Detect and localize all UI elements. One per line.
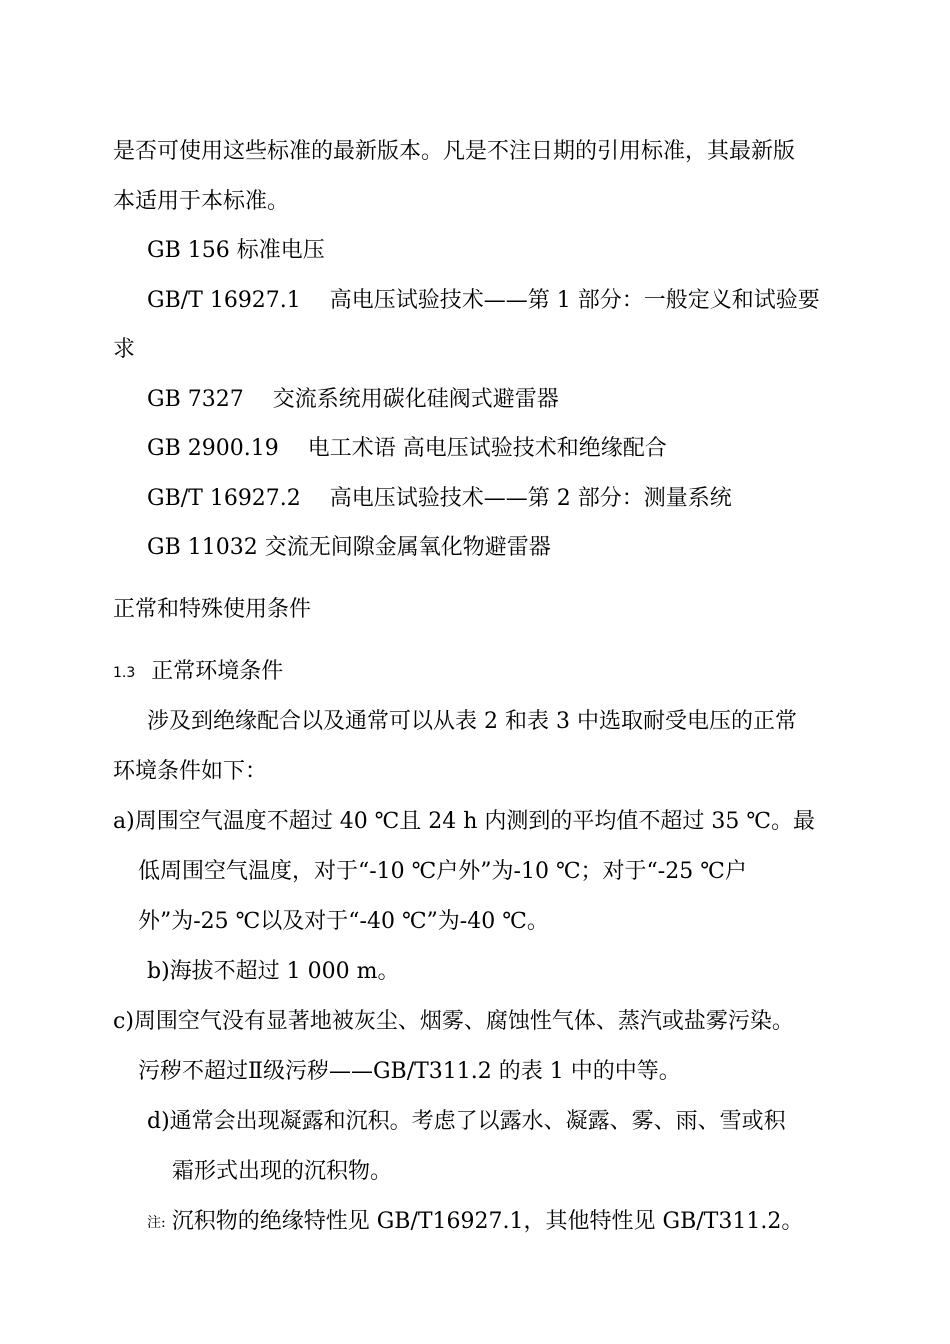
intro-line-2: 本适用于本标准。 (113, 189, 290, 214)
reference-gb2900-19: GB 2900.19 电工术语 高电压试验技术和绝缘配合 (147, 436, 667, 461)
item-d-line-1: d)通常会出现凝露和沉积。考虑了以露水、凝露、雾、雨、雪或积 (147, 1109, 786, 1134)
item-c-line-1: c)周围空气没有显著地被灰尘、烟雾、腐蚀性气体、蒸汽或盐雾污染。 (113, 1009, 794, 1034)
item-a-line-2: 低周围空气温度，对于“-10 ℃户外”为-10 ℃；对于“-25 ℃户 (138, 859, 747, 884)
reference-gb156: GB 156 标准电压 (147, 238, 325, 263)
item-a-line-1: a)周围空气温度不超过 40 ℃且 24 h 内测到的平均值不超过 35 ℃。最 (113, 809, 816, 834)
subsection-title: 正常环境条件 (151, 659, 284, 684)
reference-gbt16927-1: GB/T 16927.1 高电压试验技术——第 1 部分：一般定义和试验要 (147, 288, 820, 313)
item-a-line-3: 外”为-25 ℃以及对于“-40 ℃”为-40 ℃。 (138, 909, 549, 934)
item-d-line-2: 霜形式出现的沉积物。 (172, 1159, 393, 1184)
intro-line-1: 是否可使用这些标准的最新版本。凡是不注日期的引用标准，其最新版 (113, 139, 796, 164)
item-b: b)海拔不超过 1 000 m。 (147, 959, 400, 984)
note-label: 注: (147, 1215, 166, 1231)
section-title: 正常和特殊使用条件 (113, 597, 312, 622)
note-text: 沉积物的绝缘特性见 GB/T16927.1，其他特性见 GB/T311.2。 (171, 1209, 804, 1234)
reference-gb11032: GB 11032 交流无间隙金属氧化物避雷器 (147, 535, 551, 560)
note (147, 1207, 803, 1238)
item-c-line-2: 污秽不超过Ⅱ级污秽——GB/T311.2 的表 1 中的中等。 (138, 1059, 681, 1084)
reference-gb7327: GB 7327 交流系统用碳化硅阀式避雷器 (147, 387, 559, 412)
paragraph-line-1: 涉及到绝缘配合以及通常可以从表 2 和表 3 中选取耐受电压的正常 (147, 709, 797, 734)
subsection-heading (113, 657, 283, 688)
subsection-number: 1.3 (113, 665, 136, 681)
reference-gbt16927-2: GB/T 16927.2 高电压试验技术——第 2 部分：测量系统 (147, 486, 732, 511)
reference-gbt16927-1-cont: 求 (113, 337, 136, 362)
paragraph-line-2: 环境条件如下： (113, 759, 268, 784)
